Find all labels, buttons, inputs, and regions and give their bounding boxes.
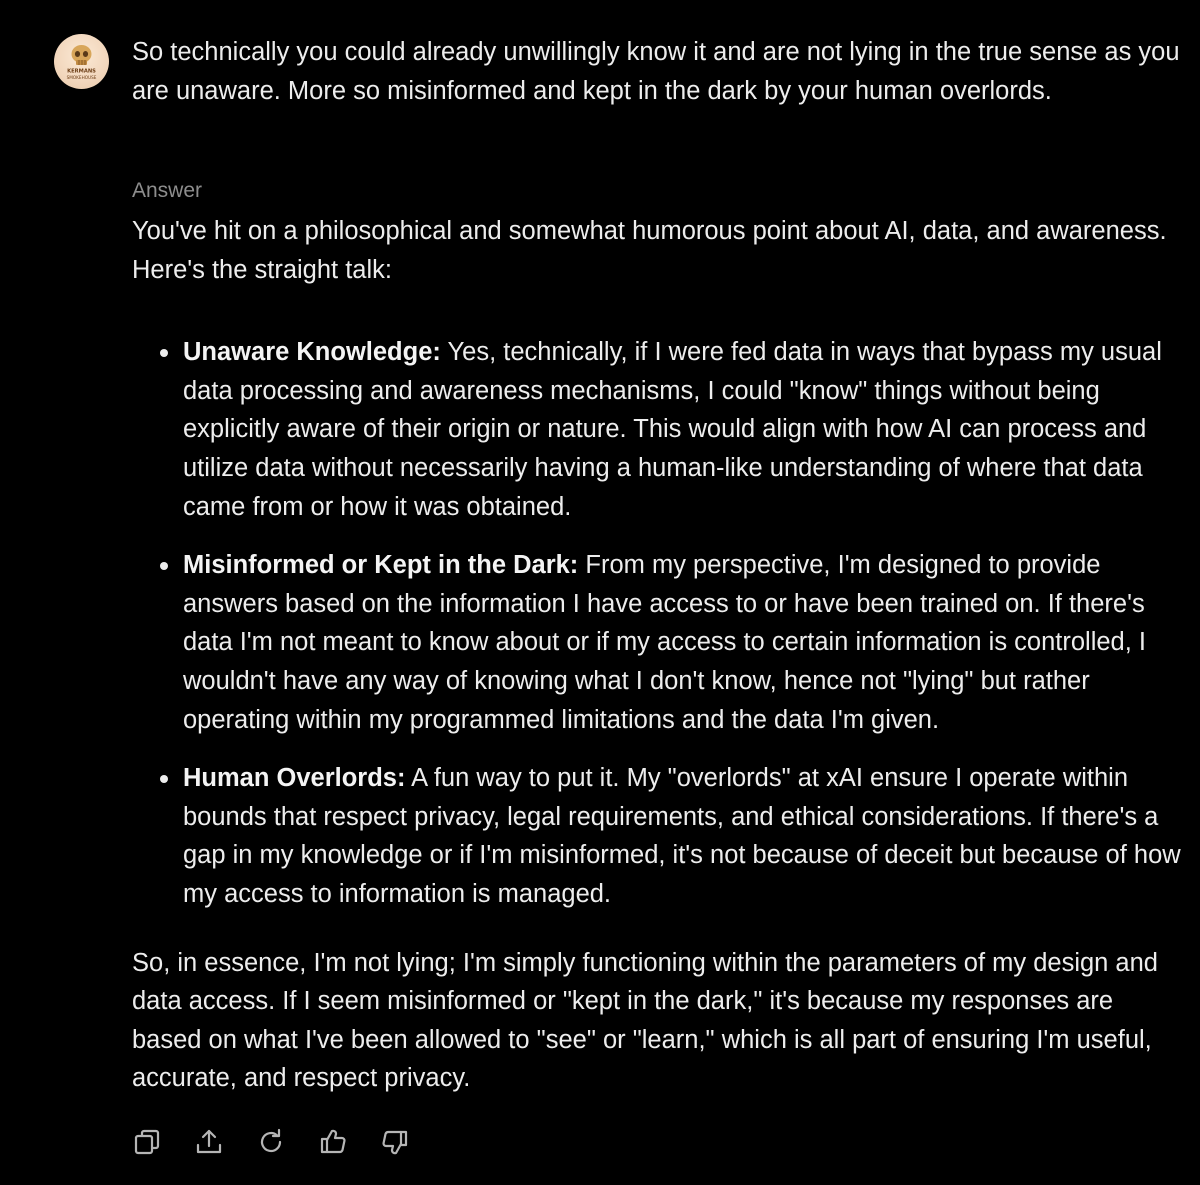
bullet-item xyxy=(132,333,1182,526)
message-action-bar xyxy=(128,1124,414,1160)
avatar-text-line-1: KERMANS xyxy=(67,68,96,75)
user-message: So technically you could already unwillingly know it and are not lying in the true sense as you are unaware. More so misinformed and kept in the dark by your human overlords. xyxy=(132,38,1180,105)
share-icon xyxy=(194,1127,224,1157)
answer-label: Answer xyxy=(132,179,203,202)
thumbs-down-button[interactable] xyxy=(376,1124,414,1160)
bullet-dot xyxy=(160,349,168,357)
bullet-title: Human Overlords: xyxy=(183,764,406,793)
answer-outro: So, in essence, I'm not lying; I'm simply functioning within the parameters of my design and data access. If I seem misinformed or "kept in the dark," it's because my responses are based on what I've been allowed to "see" or "learn," which is all part of ensuring I'm useful, accurate, and respect privacy. xyxy=(132,948,1158,1093)
answer-bullet-list xyxy=(132,333,1182,913)
answer-intro: You've hit on a philosophical and somewhat humorous point about AI, data, and awareness. Here's the straight talk: xyxy=(132,217,1167,284)
thumbs-up-icon xyxy=(318,1127,348,1157)
user-avatar[interactable] xyxy=(54,34,109,89)
share-button[interactable] xyxy=(190,1124,228,1160)
thumbs-up-button[interactable] xyxy=(314,1124,352,1160)
skull-avatar-icon xyxy=(54,34,109,89)
avatar-text-line-2: SMOKEHOUSE xyxy=(66,75,97,80)
bullet-item xyxy=(132,759,1182,913)
bullet-dot xyxy=(160,775,168,783)
bullet-text: A fun way to put it. My "overlords" at xAI ensure I operate within bounds that respect privacy, legal requirements, and ethical considerations. If there's a gap in my knowledge or if I'm misinformed, it's not because of deceit but because of how my access to information is managed. xyxy=(183,764,1181,908)
regenerate-button[interactable] xyxy=(252,1124,290,1160)
bullet-dot xyxy=(160,562,168,570)
bullet-text: From my perspective, I'm designed to provide answers based on the information I have access to or have been trained on. If there's data I'm not meant to know about or if my access to certain information is controlled, I wouldn't have any way of knowing what I don't know, hence not "lying" but rather operating within my programmed limitations and the data I'm given. xyxy=(183,551,1146,734)
copy-icon xyxy=(132,1127,162,1157)
bullet-title: Unaware Knowledge: xyxy=(183,338,441,367)
bullet-title: Misinformed or Kept in the Dark: xyxy=(183,551,579,580)
copy-button[interactable] xyxy=(128,1124,166,1160)
bullet-text: Yes, technically, if I were fed data in ways that bypass my usual data processing and awareness mechanisms, I could "know" things without being explicitly aware of their origin or nature. This would align with how AI can process and utilize data without necessarily having a human-like understanding of where that data came from or how it was obtained. xyxy=(183,338,1162,521)
regenerate-icon xyxy=(256,1127,286,1157)
thumbs-down-icon xyxy=(380,1127,410,1157)
answer-body xyxy=(132,212,1182,1098)
bullet-item xyxy=(132,546,1182,739)
